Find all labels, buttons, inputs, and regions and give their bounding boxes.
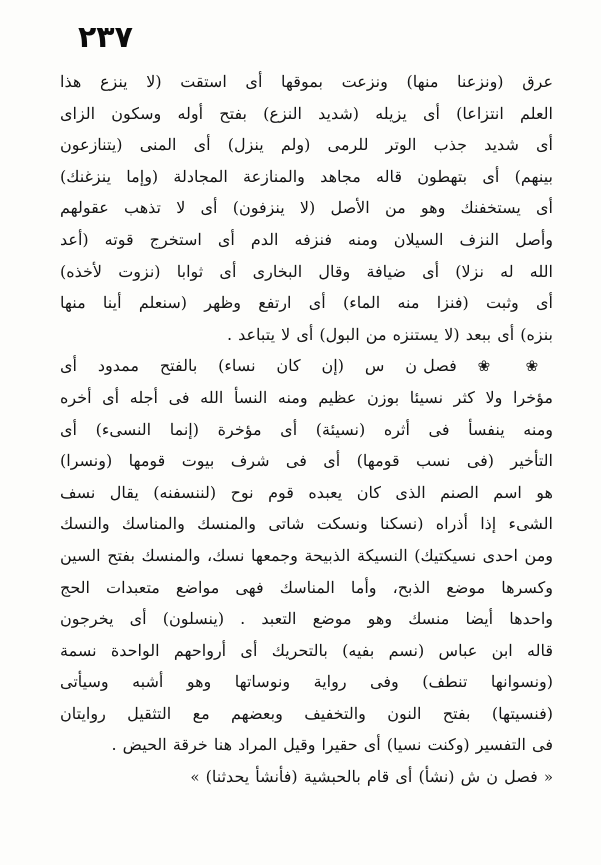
text-line-14: هو اسم الصنم الذى كان يعبده قوم نوح (لننسفنه) يقال نسف [60,482,553,502]
text-line-9: بنزه) أى ببعد (لا يستنزه من البول) أى لا يتباعد . [226,324,553,344]
text-line-6: وأصل النزف السيلان ومنه فنزفه الدم أى استخرج قوته (أعد [60,229,553,249]
text-line-17: وكسرها موضع الذبح، وأما المناسك فهى مواضع متعبدات الحج [60,577,553,597]
section-heading-nun-sin [60,350,553,382]
section-heading-nun-shin-text: فصل ن ش (نشأ) أى قام بالحبشية (فأنشأ يحدثنا) [205,767,538,787]
main-text-block [60,66,553,793]
section-heading-nun-shin [60,761,553,793]
text-line-7: الله له نزلا) أى ضيافة وقال البخارى أى ثوابا (نزوت لأخذه) [60,261,553,281]
text-line-21: (فنسيتها) بفتح النون والتخفيف وبعضهم مع التثقيل روايتان [60,703,553,723]
text-line-8: أى وثبت (فنزا منه الماء) أى ارتفع وظهر (سنعلم أينا منها [60,293,553,313]
section-heading-nun-sin-text: فصل ن س (إن كان نساء) بالفتح ممدود أى [60,356,457,376]
text-line-16: ومن احدى نسيكتيك) النسيكة الذبيحة وجمعها نسك، والمنسك بفتح السين [60,545,553,565]
text-line-18: واحدها أيضا منسك وهو موضع التعبد . (ينسلون) أى يخرجون [60,609,553,629]
text-line-3: أى شديد جذب الوتر للرمى (ولم ينزل) أى المنى (يتنازعون [60,135,553,155]
text-line-1: عرق (ونزعنا منها) ونزعت بموقها أى استقت (لا ينزع هذا [60,72,553,91]
page-number: ٢٣٧ [78,20,133,55]
text-line-5: أى يستخفنك وهو من الأصل (لا ينزفون) أى لا تذهب عقولهم [60,198,553,218]
close-bracket-ornament-icon: » [190,768,200,787]
text-line-15: الشىء إذا أذراه (نسكنا ونسكت شاتى والمنسك والمناسك والنسك [60,514,553,534]
text-line-19: قاله ابن عباس (نسم بفيه) بالتحريك أى أرواحهم الواحدة نسمة [60,640,553,660]
text-line-20: (ونسوانها تنطف) وفى رواية ونوساتها وهو أشبه وسيأتى [60,672,553,692]
text-line-11: مؤخرا ولا كثر نسيئا بوزن عظيم ومنه النسأ الله فى أجله أى أخره [60,387,553,407]
text-line-12: ومنه ينفسأ فى أثره (نسيئة) أى مؤخرة (إنما النسىء) أى [60,419,553,439]
text-line-2: العلم انتزاعا) أى يزيله (شديد النزع) بفتح أوله وسكون الزاى [60,103,553,123]
text-line-4: بينهم) أى بتهطون قاله مجاهد والمنازعة المجادلة (وإما ينزغنك) [60,166,553,186]
text-line-13: التأخير (فى نسب قومها) أى فى شرف بيوت قومها (ونسرا) [60,451,553,471]
flower-ornament-icon: ❀ ❀ [477,357,553,376]
open-bracket-ornament-icon: « [543,768,553,787]
text-line-22: فى التفسير (وكنت نسيا) أى حقيرا وقيل المراد هنا خرقة الحيض . [111,735,553,755]
